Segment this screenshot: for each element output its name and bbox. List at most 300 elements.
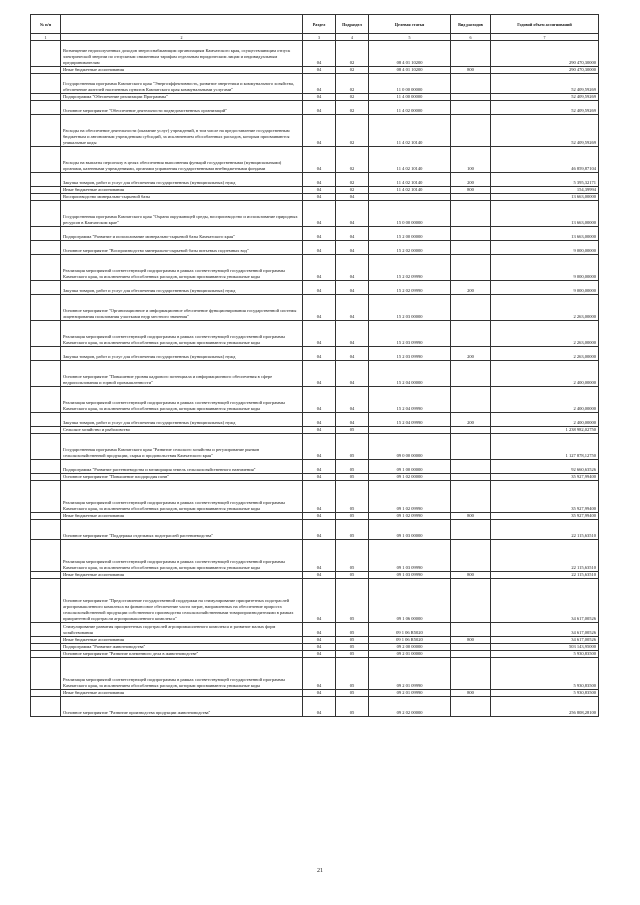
column-number: 1 xyxy=(31,34,61,41)
row-amount-cell: 154,39994 xyxy=(491,187,599,194)
row-amount-cell: 256 808,28100 xyxy=(491,697,599,717)
row-podrazdel-cell: 04 xyxy=(336,281,369,295)
table-row xyxy=(31,572,599,579)
row-name-cell: Основное мероприятие "Обеспечение деятельности подведомственных организаций" xyxy=(61,101,303,115)
row-podrazdel-cell: 02 xyxy=(336,115,369,147)
row-name-cell: Иные бюджетные ассигнования xyxy=(61,187,303,194)
table-row xyxy=(31,147,599,173)
row-name-cell: Подпрограмма "Обеспечение реализации Программы" xyxy=(61,94,303,101)
table-row xyxy=(31,67,599,74)
row-name-cell: Иные бюджетные ассигнования xyxy=(61,572,303,579)
row-podrazdel-cell: 02 xyxy=(336,101,369,115)
row-name-cell: Расходы на выплаты персоналу в целях обеспечения выполнения функций государственными (муниципальными) органами, казенными учреждениями, органами управления государственными внебюджетными фондами xyxy=(61,147,303,173)
row-target-article-cell: 09 1 06 R5020 xyxy=(369,637,451,644)
row-target-article-cell: 11 0 00 00000 xyxy=(369,74,451,94)
row-number-cell xyxy=(31,513,61,520)
row-razdel-cell: 04 xyxy=(303,201,336,227)
row-number-cell xyxy=(31,572,61,579)
table-row xyxy=(31,74,599,94)
row-name-cell: Реализация мероприятий соответствующей подпрограммы в рамках соответствующей государственной программы Камчатского края, за исключением обособленных расходов, которым присваиваются уникальные коды xyxy=(61,387,303,413)
row-target-article-cell: 15 2 02 09990 xyxy=(369,281,451,295)
row-podrazdel-cell: 05 xyxy=(336,651,369,658)
row-podrazdel-cell: 05 xyxy=(336,644,369,651)
row-name-cell: Основное мероприятие "Воспроизводство минерально-сырьевой базы питьевых подземных вод" xyxy=(61,241,303,255)
row-number-cell xyxy=(31,101,61,115)
table-row xyxy=(31,255,599,281)
row-podrazdel-cell: 05 xyxy=(336,658,369,690)
table-row xyxy=(31,321,599,347)
row-razdel-cell: 04 xyxy=(303,347,336,361)
row-name-cell: Иные бюджетные ассигнования xyxy=(61,637,303,644)
row-target-article-cell: 11 4 02 10140 xyxy=(369,115,451,147)
row-expense-type-cell xyxy=(451,520,491,540)
row-expense-type-cell xyxy=(451,201,491,227)
row-target-article-cell xyxy=(369,427,451,434)
row-podrazdel-cell: 04 xyxy=(336,387,369,413)
row-amount-cell: 290 470,30000 xyxy=(491,41,599,67)
row-expense-type-cell: 200 xyxy=(451,347,491,361)
table-row xyxy=(31,295,599,321)
row-target-article-cell: 15 2 02 00000 xyxy=(369,241,451,255)
row-number-cell xyxy=(31,637,61,644)
column-number: 2 xyxy=(61,34,303,41)
row-expense-type-cell xyxy=(451,41,491,67)
row-target-article-cell: 15 2 04 09990 xyxy=(369,413,451,427)
table-row xyxy=(31,387,599,413)
row-name-cell: Основное мероприятие "Повышение плодородия почв" xyxy=(61,474,303,481)
row-expense-type-cell: 800 xyxy=(451,67,491,74)
row-razdel-cell: 04 xyxy=(303,572,336,579)
row-razdel-cell: 04 xyxy=(303,427,336,434)
row-amount-cell: 34 617,00526 xyxy=(491,579,599,623)
row-name-cell: Закупка товаров, работ и услуг для обеспечения государственных (муниципальных) нужд xyxy=(61,173,303,187)
table-row xyxy=(31,460,599,474)
row-number-cell xyxy=(31,644,61,651)
row-name-cell: Подпрограмма "Развитие животноводства" xyxy=(61,644,303,651)
row-target-article-cell: 15 2 03 09990 xyxy=(369,347,451,361)
table-row xyxy=(31,115,599,147)
row-number-cell xyxy=(31,434,61,460)
row-target-article-cell: 15 2 02 09990 xyxy=(369,255,451,281)
column-number: 4 xyxy=(336,34,369,41)
row-target-article-cell: 09 0 00 00000 xyxy=(369,434,451,460)
row-amount-cell: 5 930,83500 xyxy=(491,658,599,690)
row-podrazdel-cell: 05 xyxy=(336,474,369,481)
row-expense-type-cell xyxy=(451,241,491,255)
row-razdel-cell: 04 xyxy=(303,690,336,697)
row-amount-cell: 22 115,63510 xyxy=(491,540,599,572)
row-podrazdel-cell: 04 xyxy=(336,295,369,321)
row-expense-type-cell xyxy=(451,361,491,387)
row-target-article-cell: 15 2 03 00000 xyxy=(369,295,451,321)
row-number-cell xyxy=(31,697,61,717)
header-expense-type: Вид расходов xyxy=(451,15,491,34)
row-number-cell xyxy=(31,623,61,637)
row-razdel-cell: 04 xyxy=(303,481,336,513)
row-amount-cell: 9 000,00000 xyxy=(491,281,599,295)
row-expense-type-cell xyxy=(451,427,491,434)
row-amount-cell: 9 000,00000 xyxy=(491,241,599,255)
row-razdel-cell: 04 xyxy=(303,295,336,321)
row-razdel-cell: 04 xyxy=(303,173,336,187)
row-number-cell xyxy=(31,194,61,201)
row-number-cell xyxy=(31,520,61,540)
table-row xyxy=(31,94,599,101)
row-name-cell: Основное мероприятие "Организационное и информационное обеспечение функционирования государственной системы лицензирования пользования участками недр местного значения" xyxy=(61,295,303,321)
row-name-cell: Основное мероприятие "Поддержка отдельных подотраслей растениеводства" xyxy=(61,520,303,540)
row-expense-type-cell xyxy=(451,658,491,690)
row-razdel-cell: 04 xyxy=(303,94,336,101)
table-row xyxy=(31,651,599,658)
row-podrazdel-cell: 04 xyxy=(336,227,369,241)
row-expense-type-cell xyxy=(451,321,491,347)
row-podrazdel-cell: 02 xyxy=(336,74,369,94)
row-amount-cell: 52 409,59269 xyxy=(491,94,599,101)
row-name-cell: Подпрограмма "Развитие растениеводства и мелиорация земель сельскохозяйственного назначения" xyxy=(61,460,303,474)
row-number-cell xyxy=(31,579,61,623)
row-podrazdel-cell: 02 xyxy=(336,94,369,101)
header-name xyxy=(61,15,303,34)
row-amount-cell: 13 663,00000 xyxy=(491,227,599,241)
table-row xyxy=(31,637,599,644)
row-name-cell: Основное мероприятие "Развитие производства продукции животноводства" xyxy=(61,697,303,717)
row-target-article-cell: 09 1 03 09990 xyxy=(369,540,451,572)
column-number: 6 xyxy=(451,34,491,41)
row-name-cell: Реализация мероприятий соответствующей подпрограммы в рамках соответствующей государственной программы Камчатского края, за исключением обособленных расходов, которым присваиваются уникальные коды xyxy=(61,255,303,281)
row-expense-type-cell xyxy=(451,115,491,147)
row-razdel-cell: 04 xyxy=(303,413,336,427)
row-expense-type-cell: 800 xyxy=(451,513,491,520)
row-expense-type-cell xyxy=(451,434,491,460)
table-row xyxy=(31,427,599,434)
table-header-row xyxy=(31,15,599,34)
row-razdel-cell: 04 xyxy=(303,644,336,651)
row-amount-cell: 5 930,83500 xyxy=(491,690,599,697)
column-number: 7 xyxy=(491,34,599,41)
row-amount-cell: 2 263,00000 xyxy=(491,347,599,361)
row-name-cell: Стимулирование развития приоритетных подотраслей агропромышленного комплекса и развитие малых форм хозяйствования xyxy=(61,623,303,637)
table-row xyxy=(31,579,599,623)
row-name-cell: Возмещение недополученных доходов энергоснабжающим организациям Камчатского края, осуществляющим отпуск электрической энергии по отпускным сниженным тарифам отдельным юридическим лицам и индивидуальным предпринимателям xyxy=(61,41,303,67)
row-number-cell xyxy=(31,321,61,347)
row-podrazdel-cell: 02 xyxy=(336,187,369,194)
table-row xyxy=(31,690,599,697)
row-target-article-cell: 09 1 02 00000 xyxy=(369,474,451,481)
row-amount-cell: 2 400,00000 xyxy=(491,413,599,427)
table-row xyxy=(31,644,599,651)
table-row xyxy=(31,227,599,241)
row-target-article-cell: 15 2 03 09990 xyxy=(369,321,451,347)
row-razdel-cell: 04 xyxy=(303,658,336,690)
table-row xyxy=(31,474,599,481)
row-expense-type-cell: 200 xyxy=(451,281,491,295)
row-podrazdel-cell: 05 xyxy=(336,427,369,434)
row-name-cell: Основное мероприятие "Развитие племенного дела в животноводстве" xyxy=(61,651,303,658)
row-podrazdel-cell: 05 xyxy=(336,434,369,460)
row-number-cell xyxy=(31,427,61,434)
table-row xyxy=(31,361,599,387)
row-razdel-cell: 04 xyxy=(303,227,336,241)
table-row xyxy=(31,241,599,255)
row-podrazdel-cell: 05 xyxy=(336,690,369,697)
row-target-article-cell: 09 2 01 00000 xyxy=(369,651,451,658)
row-number-cell xyxy=(31,94,61,101)
row-amount-cell: 9 000,00000 xyxy=(491,255,599,281)
row-podrazdel-cell: 05 xyxy=(336,520,369,540)
row-expense-type-cell: 800 xyxy=(451,572,491,579)
row-target-article-cell: 11 4 00 00000 xyxy=(369,94,451,101)
row-expense-type-cell xyxy=(451,460,491,474)
row-razdel-cell: 04 xyxy=(303,434,336,460)
table-row xyxy=(31,697,599,717)
row-name-cell: Реализация мероприятий соответствующей подпрограммы в рамках соответствующей государственной программы Камчатского края, за исключением обособленных расходов, которым присваиваются уникальные коды xyxy=(61,658,303,690)
row-name-cell: Иные бюджетные ассигнования xyxy=(61,513,303,520)
row-number-cell xyxy=(31,474,61,481)
row-razdel-cell: 04 xyxy=(303,41,336,67)
row-podrazdel-cell: 05 xyxy=(336,637,369,644)
row-razdel-cell: 04 xyxy=(303,74,336,94)
row-razdel-cell: 04 xyxy=(303,579,336,623)
row-razdel-cell: 04 xyxy=(303,637,336,644)
row-expense-type-cell xyxy=(451,227,491,241)
row-razdel-cell: 04 xyxy=(303,474,336,481)
row-amount-cell: 22 115,63510 xyxy=(491,572,599,579)
row-expense-type-cell xyxy=(451,387,491,413)
row-podrazdel-cell: 04 xyxy=(336,255,369,281)
row-number-cell xyxy=(31,387,61,413)
row-podrazdel-cell: 05 xyxy=(336,697,369,717)
row-number-cell xyxy=(31,147,61,173)
row-amount-cell: 1 127 878,12750 xyxy=(491,434,599,460)
row-number-cell xyxy=(31,255,61,281)
row-target-article-cell: 09 2 01 09990 xyxy=(369,690,451,697)
row-number-cell xyxy=(31,67,61,74)
row-amount-cell: 290 470,30000 xyxy=(491,67,599,74)
row-number-cell xyxy=(31,413,61,427)
row-razdel-cell: 04 xyxy=(303,387,336,413)
row-number-cell xyxy=(31,281,61,295)
budget-table xyxy=(30,14,599,717)
row-amount-cell: 5 395,32171 xyxy=(491,173,599,187)
row-target-article-cell: 11 4 02 10140 xyxy=(369,173,451,187)
row-razdel-cell: 04 xyxy=(303,697,336,717)
row-razdel-cell: 04 xyxy=(303,281,336,295)
row-expense-type-cell xyxy=(451,194,491,201)
table-row xyxy=(31,101,599,115)
row-amount-cell: 34 617,00526 xyxy=(491,623,599,637)
row-target-article-cell: 09 2 02 00000 xyxy=(369,697,451,717)
row-amount-cell: 34 617,00526 xyxy=(491,637,599,644)
row-expense-type-cell xyxy=(451,579,491,623)
row-amount-cell: 92 660,63526 xyxy=(491,460,599,474)
row-expense-type-cell: 800 xyxy=(451,690,491,697)
row-name-cell: Государственная программа Камчатского края "Энергоэффективность, развитие энергетики и коммунального хозяйства, обеспечение жителей населенных пунктов Камчатского края коммунальными услугами" xyxy=(61,74,303,94)
row-target-article-cell: 09 1 06 00000 xyxy=(369,579,451,623)
row-name-cell: Иные бюджетные ассигнования xyxy=(61,690,303,697)
table-row xyxy=(31,434,599,460)
row-name-cell: Воспроизводство минерально-сырьевой базы xyxy=(61,194,303,201)
row-podrazdel-cell: 04 xyxy=(336,361,369,387)
row-podrazdel-cell: 05 xyxy=(336,540,369,572)
row-number-cell xyxy=(31,241,61,255)
row-expense-type-cell: 100 xyxy=(451,147,491,173)
row-razdel-cell: 04 xyxy=(303,321,336,347)
header-number: № п/п xyxy=(31,15,61,34)
row-expense-type-cell xyxy=(451,101,491,115)
column-number: 5 xyxy=(369,34,451,41)
row-expense-type-cell xyxy=(451,540,491,572)
row-expense-type-cell xyxy=(451,651,491,658)
row-razdel-cell: 04 xyxy=(303,361,336,387)
row-razdel-cell: 04 xyxy=(303,147,336,173)
row-target-article-cell: 09 1 02 09990 xyxy=(369,481,451,513)
table-row xyxy=(31,623,599,637)
header-razdel: Раздел xyxy=(303,15,336,34)
row-target-article-cell xyxy=(369,194,451,201)
table-row xyxy=(31,347,599,361)
table-row xyxy=(31,481,599,513)
table-body xyxy=(31,41,599,717)
table-row xyxy=(31,201,599,227)
budget-table-sheet xyxy=(30,14,598,717)
row-name-cell: Расходы на обеспечение деятельности (оказание услуг) учреждений, в том числе на предоставление государственным бюджетным и автономным учреждениям субсидий, за исключением обособленных расходов, которым присваиваются уникальные коды xyxy=(61,115,303,147)
row-number-cell xyxy=(31,295,61,321)
row-expense-type-cell: 800 xyxy=(451,637,491,644)
row-podrazdel-cell: 04 xyxy=(336,413,369,427)
row-target-article-cell: 15 2 04 00000 xyxy=(369,361,451,387)
column-number-row xyxy=(31,34,599,41)
row-name-cell: Сельское хозяйство и рыболовство xyxy=(61,427,303,434)
row-name-cell: Подпрограмма "Развитие и использование минерально-сырьевой базы Камчатского края" xyxy=(61,227,303,241)
row-target-article-cell: 09 1 06 R5020 xyxy=(369,623,451,637)
row-razdel-cell: 04 xyxy=(303,194,336,201)
row-razdel-cell: 04 xyxy=(303,520,336,540)
row-podrazdel-cell: 05 xyxy=(336,572,369,579)
row-amount-cell: 52 409,59269 xyxy=(491,101,599,115)
table-row xyxy=(31,520,599,540)
row-podrazdel-cell: 05 xyxy=(336,579,369,623)
row-podrazdel-cell: 04 xyxy=(336,347,369,361)
row-name-cell: Закупка товаров, работ и услуг для обеспечения государственных (муниципальных) нужд xyxy=(61,281,303,295)
row-podrazdel-cell: 05 xyxy=(336,623,369,637)
row-expense-type-cell: 200 xyxy=(451,413,491,427)
header-target-article: Целевая статья xyxy=(369,15,451,34)
row-razdel-cell: 04 xyxy=(303,115,336,147)
row-number-cell xyxy=(31,187,61,194)
row-target-article-cell: 09 1 02 09990 xyxy=(369,513,451,520)
row-podrazdel-cell: 05 xyxy=(336,481,369,513)
row-number-cell xyxy=(31,460,61,474)
row-razdel-cell: 04 xyxy=(303,623,336,637)
row-razdel-cell: 04 xyxy=(303,513,336,520)
row-amount-cell: 13 663,00000 xyxy=(491,194,599,201)
row-number-cell xyxy=(31,690,61,697)
row-target-article-cell: 08 4 01 10200 xyxy=(369,41,451,67)
row-amount-cell: 2 263,00000 xyxy=(491,295,599,321)
row-name-cell: Реализация мероприятий соответствующей подпрограммы в рамках соответствующей государственной программы Камчатского края, за исключением обособленных расходов, которым присваиваются уникальные коды xyxy=(61,481,303,513)
row-expense-type-cell xyxy=(451,481,491,513)
row-target-article-cell: 09 1 03 09990 xyxy=(369,572,451,579)
row-number-cell xyxy=(31,173,61,187)
table-row xyxy=(31,187,599,194)
row-number-cell xyxy=(31,201,61,227)
header-podrazdel: Подраздел xyxy=(336,15,369,34)
row-name-cell: Основное мероприятие "Повышение уровня кадрового потенциала и информационного обеспечения в сфере недропользования и горной промышленности" xyxy=(61,361,303,387)
row-amount-cell: 5 930,83500 xyxy=(491,651,599,658)
table-row xyxy=(31,41,599,67)
page-number: 21 xyxy=(317,868,323,874)
row-name-cell: Реализация мероприятий соответствующей подпрограммы в рамках соответствующей государственной программы Камчатского края, за исключением обособленных расходов, которым присваиваются уникальные коды xyxy=(61,540,303,572)
row-amount-cell: 13 663,00000 xyxy=(491,201,599,227)
table-row xyxy=(31,540,599,572)
table-row xyxy=(31,173,599,187)
row-target-article-cell: 09 2 01 09990 xyxy=(369,658,451,690)
row-podrazdel-cell: 04 xyxy=(336,241,369,255)
row-target-article-cell: 15 2 00 00000 xyxy=(369,227,451,241)
row-razdel-cell: 04 xyxy=(303,460,336,474)
row-podrazdel-cell: 04 xyxy=(336,194,369,201)
row-name-cell: Государственная программа Камчатского края "Охрана окружающей среды, воспроизводство и использование природных ресурсов в Камчатском крае" xyxy=(61,201,303,227)
row-razdel-cell: 04 xyxy=(303,651,336,658)
row-name-cell: Государственная программа Камчатского края "Развитие сельского хозяйства и регулирование рынков сельскохозяйственной продукции, сырья и продовольствия Камчатского края" xyxy=(61,434,303,460)
row-razdel-cell: 04 xyxy=(303,241,336,255)
row-amount-cell: 52 409,59269 xyxy=(491,74,599,94)
row-number-cell xyxy=(31,481,61,513)
row-target-article-cell: 09 1 03 00000 xyxy=(369,520,451,540)
table-row xyxy=(31,194,599,201)
row-target-article-cell: 11 4 02 00000 xyxy=(369,101,451,115)
row-expense-type-cell xyxy=(451,474,491,481)
row-target-article-cell: 15 0 00 00000 xyxy=(369,201,451,227)
row-amount-cell: 35 927,99400 xyxy=(491,474,599,481)
row-target-article-cell: 11 4 02 10140 xyxy=(369,147,451,173)
row-number-cell xyxy=(31,658,61,690)
row-amount-cell: 1 238 982,02750 xyxy=(491,427,599,434)
row-amount-cell: 35 927,99400 xyxy=(491,513,599,520)
row-amount-cell: 46 859,87104 xyxy=(491,147,599,173)
row-amount-cell: 2 400,00000 xyxy=(491,361,599,387)
row-expense-type-cell xyxy=(451,74,491,94)
row-expense-type-cell xyxy=(451,697,491,717)
row-expense-type-cell xyxy=(451,94,491,101)
row-number-cell xyxy=(31,347,61,361)
row-podrazdel-cell: 02 xyxy=(336,67,369,74)
header-annual-amount: Годовой объем ассигнований xyxy=(491,15,599,34)
row-name-cell: Реализация мероприятий соответствующей подпрограммы в рамках соответствующей государственной программы Камчатского края, за исключением обособленных расходов, которым присваиваются уникальные коды xyxy=(61,321,303,347)
row-amount-cell: 2 400,00000 xyxy=(491,387,599,413)
row-amount-cell: 503 143,95000 xyxy=(491,644,599,651)
row-expense-type-cell xyxy=(451,255,491,281)
row-podrazdel-cell: 04 xyxy=(336,201,369,227)
row-name-cell: Закупка товаров, работ и услуг для обеспечения государственных (муниципальных) нужд xyxy=(61,347,303,361)
row-expense-type-cell xyxy=(451,644,491,651)
row-podrazdel-cell: 02 xyxy=(336,173,369,187)
row-target-article-cell: 09 2 00 00000 xyxy=(369,644,451,651)
table-row xyxy=(31,513,599,520)
row-target-article-cell: 08 4 01 10200 xyxy=(369,67,451,74)
row-podrazdel-cell: 05 xyxy=(336,460,369,474)
row-amount-cell: 35 927,99400 xyxy=(491,481,599,513)
row-razdel-cell: 04 xyxy=(303,540,336,572)
table-row xyxy=(31,281,599,295)
row-podrazdel-cell: 02 xyxy=(336,147,369,173)
row-expense-type-cell: 200 xyxy=(451,173,491,187)
row-razdel-cell: 04 xyxy=(303,255,336,281)
row-amount-cell: 22 115,63510 xyxy=(491,520,599,540)
row-number-cell xyxy=(31,115,61,147)
row-amount-cell: 2 263,00000 xyxy=(491,321,599,347)
row-expense-type-cell xyxy=(451,295,491,321)
